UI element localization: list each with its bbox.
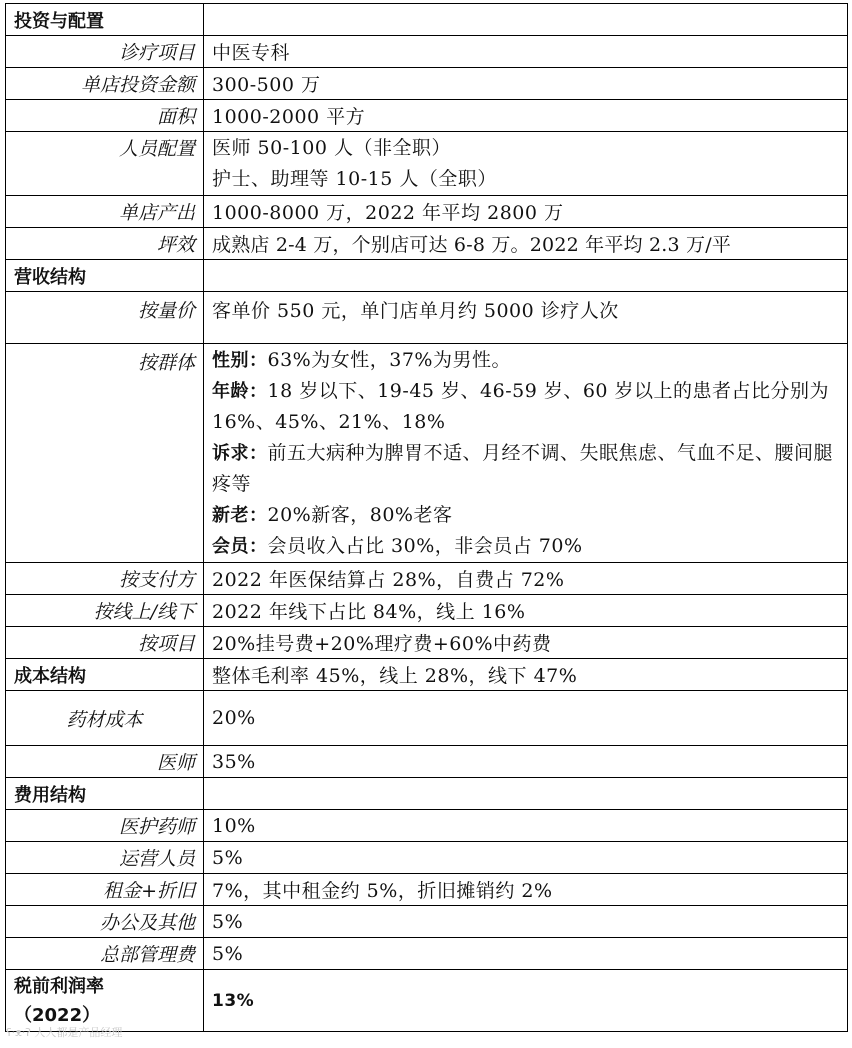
pretax-margin-year: （2022）: [14, 1004, 101, 1026]
group-new-old: [212, 500, 839, 531]
group-complaint-value: 前五大病种为脾胃不适、月经不调、失眠焦虑、气血不足、腰间腿疼等: [212, 441, 834, 495]
label-rent: 租金+折旧: [6, 874, 204, 906]
group-gender-key: 性别：: [212, 349, 268, 371]
empty-cell: [204, 4, 848, 36]
section-row-investment: [6, 4, 848, 36]
row-amount: [6, 68, 848, 100]
value-medical-staff: 10%: [204, 810, 848, 842]
label-amount: 单店投资金额: [6, 68, 204, 100]
group-complaint: [212, 438, 839, 500]
section-row-revenue: [6, 260, 848, 292]
section-title-investment: 投资与配置: [6, 4, 204, 36]
section-title-expense: 费用结构: [6, 778, 204, 810]
value-output: 1000-8000 万，2022 年平均 2800 万: [204, 196, 848, 228]
group-complaint-key: 诉求：: [212, 442, 268, 464]
label-staff: 人员配置: [6, 132, 204, 196]
value-medicine: 20%: [204, 691, 848, 746]
row-efficiency: [6, 228, 848, 260]
value-group: [204, 344, 848, 563]
value-amount: 300-500 万: [204, 68, 848, 100]
value-payer: 2022 年医保结算占 28%，自费占 72%: [204, 563, 848, 595]
group-gender: [212, 345, 839, 376]
value-hq: 5%: [204, 938, 848, 970]
row-item: [6, 627, 848, 659]
value-office: 5%: [204, 906, 848, 938]
row-channel: [6, 595, 848, 627]
label-office: 办公及其他: [6, 906, 204, 938]
row-group: [6, 344, 848, 563]
label-item: 按项目: [6, 627, 204, 659]
label-output: 单店产出: [6, 196, 204, 228]
row-medical-staff: [6, 810, 848, 842]
label-operations: 运营人员: [6, 842, 204, 874]
value-rent: 7%，其中租金约 5%，折旧摊销约 2%: [204, 874, 848, 906]
value-channel: 2022 年线下占比 84%，线上 16%: [204, 595, 848, 627]
pretax-margin-title: 税前利润率: [14, 975, 104, 997]
row-doctor: [6, 746, 848, 778]
section-title-cost: 成本结构: [6, 659, 204, 691]
group-age: [212, 376, 839, 438]
row-project: [6, 36, 848, 68]
label-group: 按群体: [6, 344, 204, 563]
group-gender-value: 63%为女性，37%为男性。: [267, 348, 511, 371]
value-gross-margin: 整体毛利率 45%，线上 28%，线下 47%: [204, 659, 848, 691]
row-staff: [6, 132, 848, 196]
group-age-value: 18 岁以下、19-45 岁、46-59 岁、60 岁以上的患者占比分别为 16%、45%、21%、18%: [212, 379, 830, 433]
label-pretax-margin: [6, 970, 204, 1032]
value-pretax-margin: 13%: [204, 970, 848, 1032]
group-member-key: 会员：: [212, 535, 268, 557]
row-rent: [6, 874, 848, 906]
row-pretax-margin: [6, 970, 848, 1032]
value-efficiency: 成熟店 2-4 万，个别店可达 6-8 万。2022 年平均 2.3 万/平: [204, 228, 848, 260]
group-member: [212, 531, 839, 562]
row-output: [6, 196, 848, 228]
value-doctor: 35%: [204, 746, 848, 778]
label-volume-price: 按量价: [6, 292, 204, 344]
row-volume-price: [6, 292, 848, 344]
label-doctor: 医师: [6, 746, 204, 778]
group-new-old-key: 新老：: [212, 504, 268, 526]
value-project: 中医专科: [204, 36, 848, 68]
value-area: 1000-2000 平方: [204, 100, 848, 132]
label-medical-staff: 医护药师: [6, 810, 204, 842]
group-new-old-value: 20%新客，80%老客: [267, 503, 453, 526]
label-payer: 按支付方: [6, 563, 204, 595]
staff-line-nurses: 护士、助理等 10-15 人（全职）: [212, 167, 497, 190]
label-efficiency: 坪效: [6, 228, 204, 260]
label-area: 面积: [6, 100, 204, 132]
row-payer: [6, 563, 848, 595]
group-member-value: 会员收入占比 30%，非会员占 70%: [267, 534, 583, 557]
row-medicine: [6, 691, 848, 746]
row-office: [6, 906, 848, 938]
value-volume-price: 客单价 550 元，单门店单月约 5000 诊疗人次: [204, 292, 848, 344]
empty-cell: [204, 260, 848, 292]
row-operations: [6, 842, 848, 874]
section-row-expense: [6, 778, 848, 810]
label-medicine: 药材成本: [6, 691, 204, 746]
empty-cell: [204, 778, 848, 810]
group-age-key: 年龄：: [212, 380, 268, 402]
row-area: [6, 100, 848, 132]
row-hq: [6, 938, 848, 970]
staff-line-doctors: 医师 50-100 人（非全职）: [212, 136, 451, 159]
watermark-logo: ʕ·ᴥ·ʔ 人人都是产品经理: [6, 1026, 123, 1039]
label-channel: 按线上/线下: [6, 595, 204, 627]
value-item: 20%挂号费+20%理疗费+60%中药费: [204, 627, 848, 659]
investment-analysis-table: [5, 3, 848, 1032]
label-hq: 总部管理费: [6, 938, 204, 970]
section-title-revenue: 营收结构: [6, 260, 204, 292]
value-operations: 5%: [204, 842, 848, 874]
value-staff: [204, 132, 848, 196]
label-project: 诊疗项目: [6, 36, 204, 68]
section-row-cost: [6, 659, 848, 691]
